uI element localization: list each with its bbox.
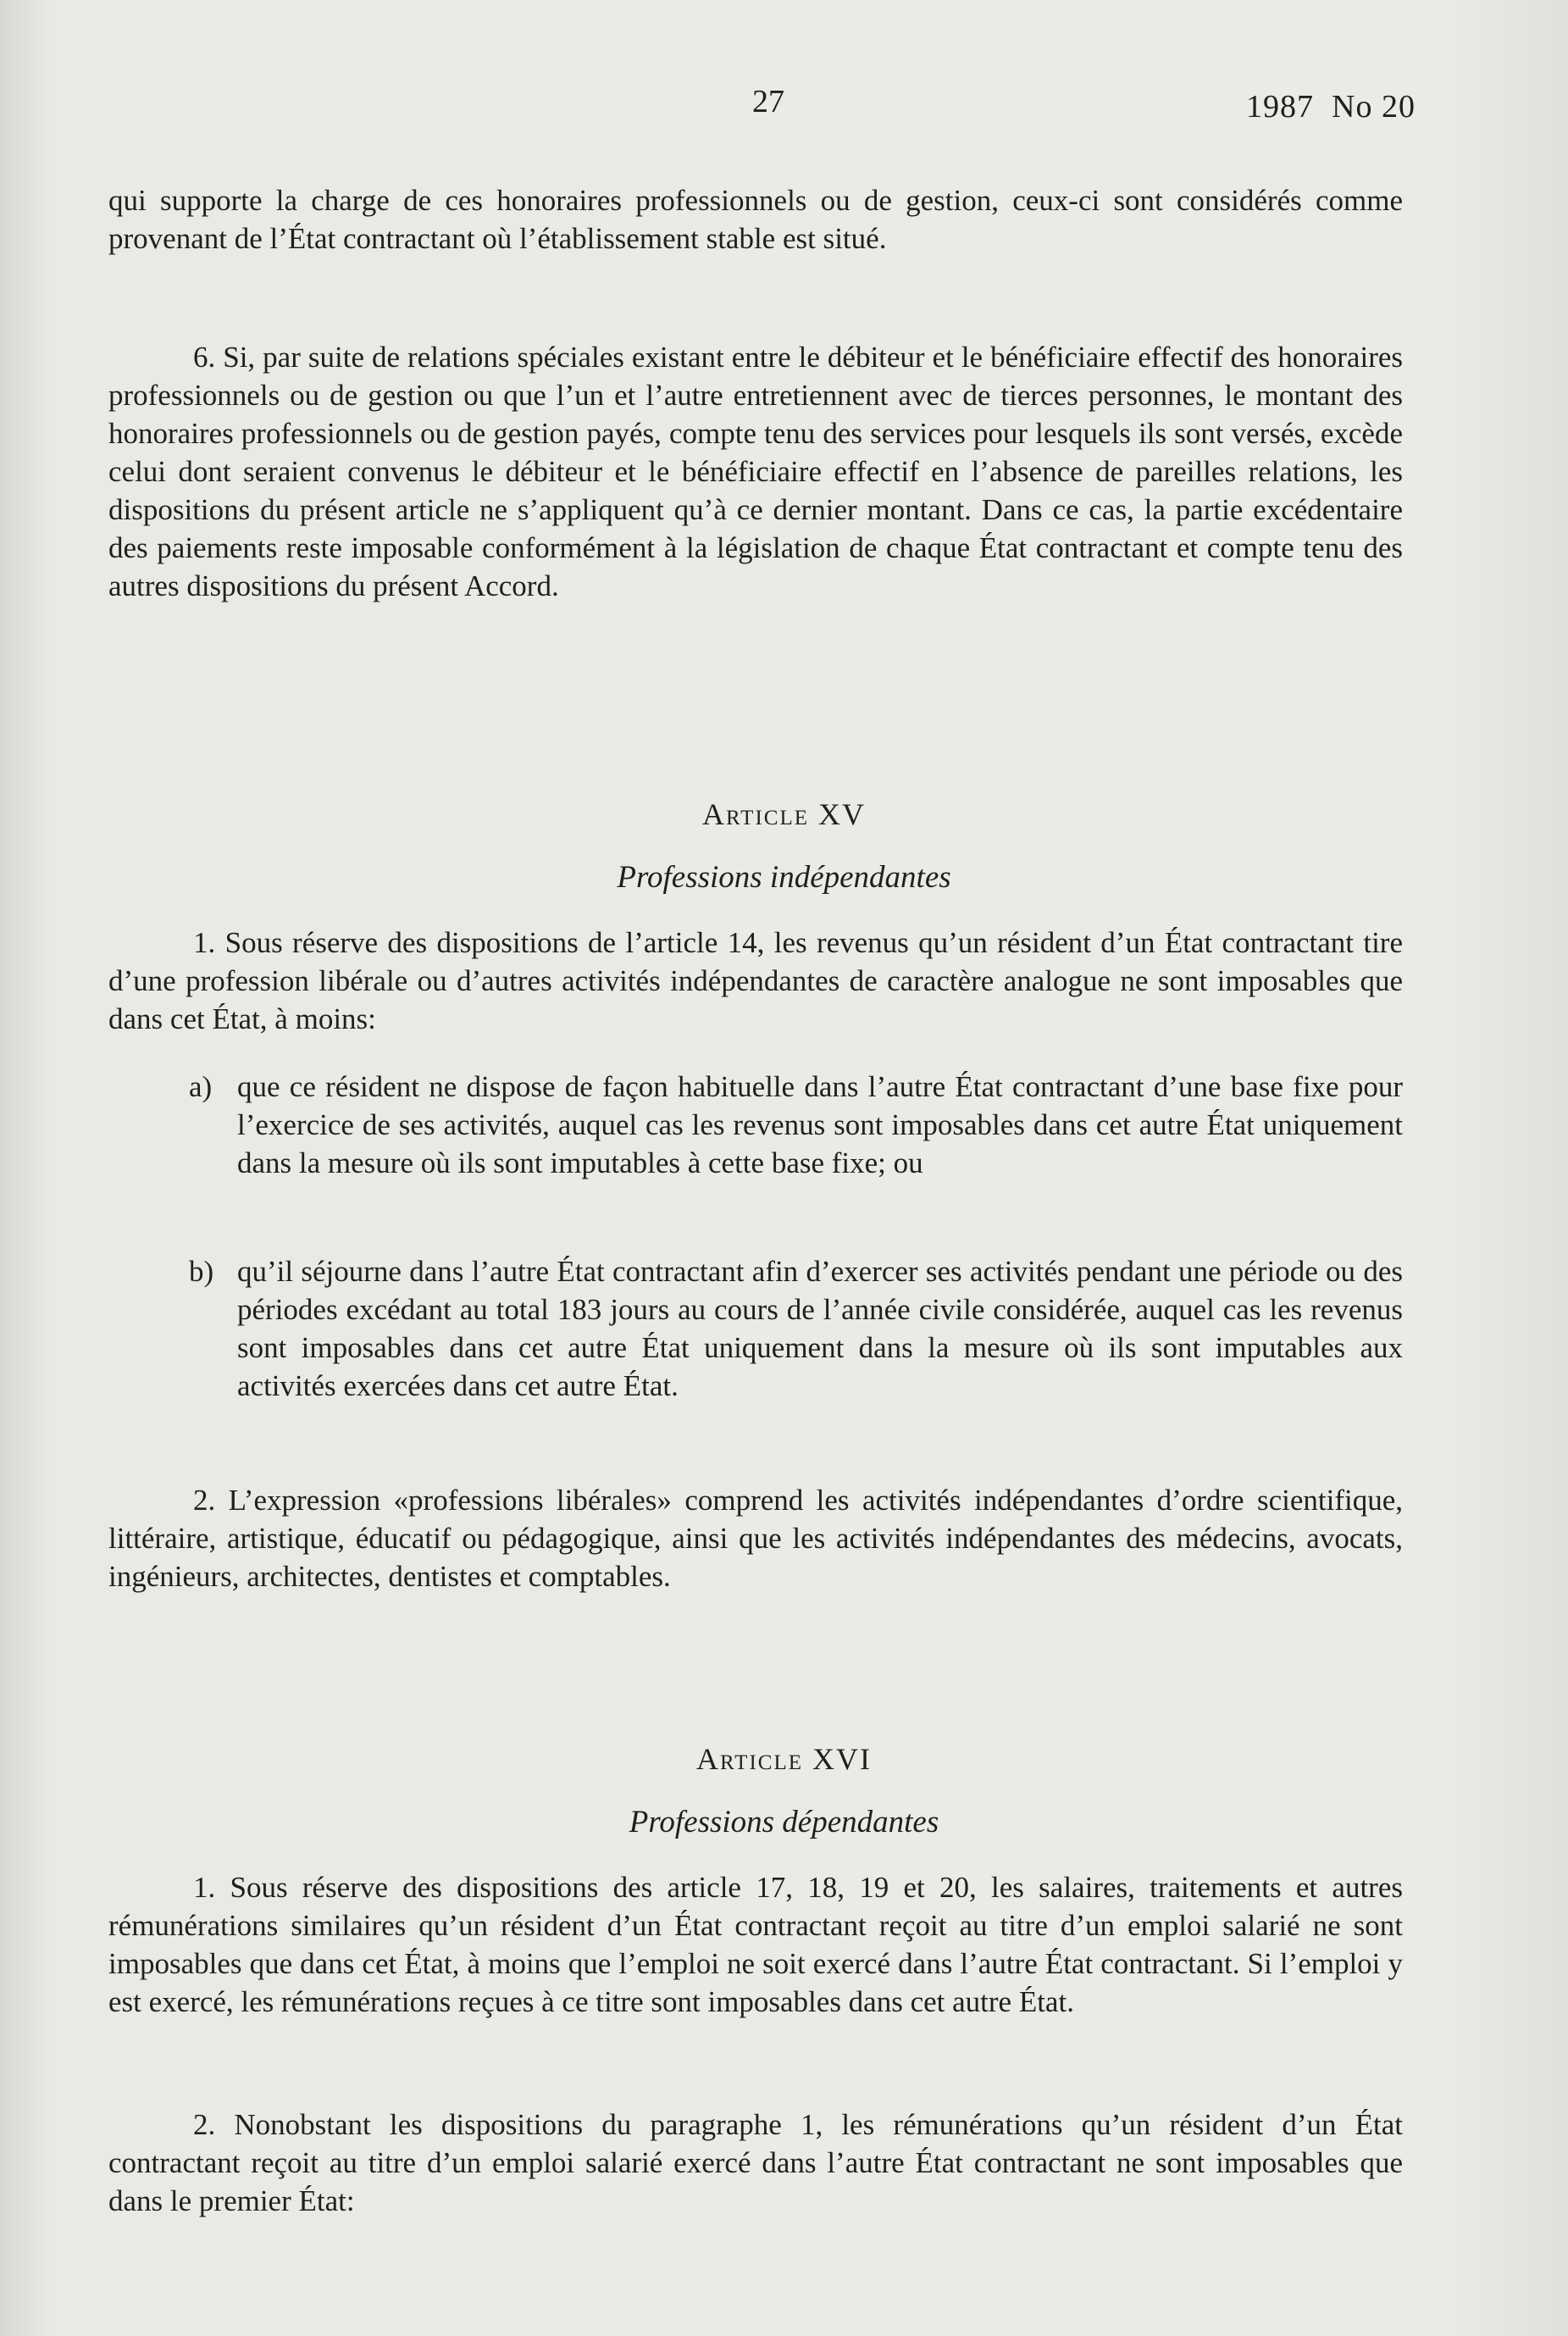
article-16-title-text: Article XVI — [696, 1742, 872, 1776]
list-item-a-text: que ce résident ne dispose de façon habituelle dans l’autre État contractant d’une base fixe pour l’exercice de ses activités, auquel cas les revenus sont imposables dans cet autre État uniquement dans la mesure où ils sont imputables à cette base fixe; ou — [237, 1070, 1403, 1179]
article-16-title — [0, 1741, 1568, 1777]
paragraph-6 — [108, 338, 1403, 605]
list-item-a — [108, 1068, 1403, 1182]
article-16-paragraph-2 — [108, 2106, 1403, 2220]
article-16-paragraph-1 — [108, 1868, 1403, 2021]
article-15-paragraph-2 — [108, 1481, 1403, 1595]
article-15-subtitle: Professions indépendantes — [617, 860, 951, 895]
article-15-title — [0, 796, 1568, 832]
article-15-paragraph-1 — [108, 924, 1403, 1038]
continuation-text: qui supporte la charge de ces honoraires professionnels ou de gestion, ceux-ci sont considérés comme provenant de l’État contractant où l’établissement stable est situé. — [108, 184, 1403, 255]
article-16-p2-text: 2. Nonobstant les dispositions du paragraphe 1, les rémunérations qu’un résident d’un État contractant reçoit au titre d’un emploi salarié exercé dans l’autre État contractant ne sont imposables que dans le premier État: — [108, 2108, 1403, 2217]
page-number: 27 — [752, 84, 784, 119]
list-item-b — [108, 1252, 1403, 1405]
paragraph-6-text: 6. Si, par suite de relations spéciales existant entre le débiteur et le bénéficiaire effectif des honoraires professionnels ou de gestion ou que l’un et l’autre entretiennent avec de tierces personnes, le montant des honoraires professionnels ou de gestion payés, compte tenu des services pour lesquels ils sont versés, excède celui dont seraient convenus le débiteur et le bénéficiaire effectif en l’absence de pareilles relations, les dispositions du présent article ne s’appliquent qu’à ce dernier montant. Dans ce cas, la partie excédentaire des paiements reste imposable conformément à la législation de chaque État contractant et compte tenu des autres dispositions du présent Accord. — [108, 341, 1403, 602]
continuation-paragraph — [108, 181, 1403, 258]
volume-reference — [1246, 88, 1416, 125]
list-item-a-label: a) — [189, 1070, 213, 1103]
article-16-p1-text: 1. Sous réserve des dispositions des article 17, 18, 19 et 20, les salaires, traitements et autres rémunérations similaires qu’un résident d’un État contractant reçoit au titre d’un emploi salarié ne sont imposables que dans cet État, à moins que l’emploi ne soit exercé dans l’autre État contractant. Si l’emploi y est exercé, les rémunérations reçues à ce titre sont imposables dans cet autre État. — [108, 1871, 1403, 2018]
number-ref: No 20 — [1332, 89, 1416, 125]
list-item-b-text: qu’il séjourne dans l’autre État contractant afin d’exercer ses activités pendant une période ou des périodes excédant au total 183 jours au cours de l’année civile considérée, auquel cas les revenus sont imposables dans cet autre État uniquement dans la mesure où ils sont imputables aux activités exercées dans cet autre État. — [237, 1255, 1403, 1402]
article-15-p1-text: 1. Sous réserve des dispositions de l’article 14, les revenus qu’un résident d’un État contractant tire d’une profession libérale ou d’autres activités indépendantes de caractère analogue ne sont imposables que dans cet État, à moins: — [108, 926, 1403, 1035]
list-item-b-label: b) — [189, 1255, 214, 1288]
article-15-p2-text: 2. L’expression «professions libérales» comprend les activités indépendantes d’ordre scientifique, littéraire, artistique, éducatif ou pédagogique, ainsi que les activités indépendantes des médecins, avocats, ingénieurs, architectes, dentistes et comptables. — [108, 1484, 1403, 1593]
article-16-subtitle: Professions dépendantes — [629, 1805, 939, 1839]
article-15-title-text: Article XV — [702, 797, 866, 831]
year-ref: 1987 — [1246, 89, 1315, 125]
